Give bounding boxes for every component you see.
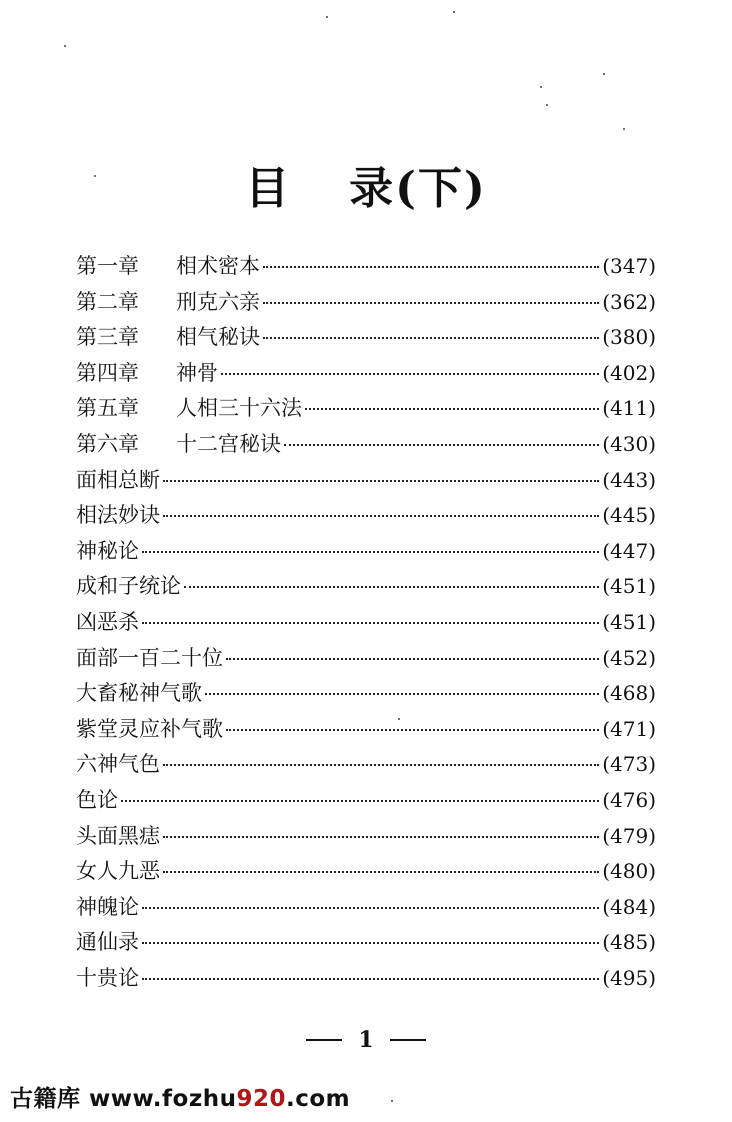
toc-entry-title: 刑克六亲 [176,289,260,314]
toc-page-number: (452) [602,645,656,670]
toc-entry-title: 六神气色 [76,752,160,777]
toc-entry-title: 面相总断 [76,467,160,492]
toc-entry [76,499,656,535]
page-title [0,152,732,216]
scan-speck [540,86,542,88]
toc-entry-title: 人相三十六法 [176,396,302,421]
watermark-suffix: .com [285,1086,351,1112]
toc-chapter-number: 第五章 [76,396,139,421]
toc-chapter-number: 第六章 [76,431,139,456]
toc-entry [76,392,656,428]
toc-page-number: (447) [602,538,656,563]
toc-entry [76,891,656,927]
toc-page-number: (476) [602,787,656,812]
title-part-2: 录(下) [349,163,487,214]
page-number [0,1027,732,1053]
toc-page-number: (445) [602,503,656,528]
toc-entry-title: 相气秘诀 [176,325,260,350]
toc-entry [76,713,656,749]
toc-entry [76,748,656,784]
toc-chapter-number: 第一章 [76,254,139,278]
toc-entry-title: 十二宫秘诀 [176,431,281,456]
scan-speck [64,45,66,47]
watermark-prefix: 古籍库 www.fozhu [10,1086,237,1112]
toc-entry-title: 紫堂灵应补气歌 [76,716,223,741]
toc-entry-title: 相法妙诀 [76,503,160,528]
toc-page-number: (468) [602,681,656,706]
page-number-value: 1 [358,1027,374,1053]
toc-entry [76,535,656,571]
toc-page-number: (480) [602,859,656,884]
title-part-1: 目 [245,163,292,214]
watermark-highlight: 920 [236,1086,286,1112]
toc-leader-dots [163,480,599,482]
toc-entry-title: 女人九恶 [76,859,160,884]
toc-leader-dots [221,373,599,375]
toc-leader-dots [305,408,599,410]
toc-leader-dots [263,302,599,304]
toc-leader-dots [142,942,599,944]
toc-page-number: (430) [602,431,656,456]
toc-page-number: (402) [602,360,656,385]
toc-entry [76,428,656,464]
toc-leader-dots [142,907,599,909]
toc-leader-dots [121,800,599,802]
toc-entry [76,642,656,678]
toc-page-number: (362) [602,289,656,314]
scan-speck [453,11,455,13]
toc-entry [76,677,656,713]
toc-leader-dots [184,586,599,588]
toc-entry [76,784,656,820]
toc-entry [76,606,656,642]
scan-speck [546,104,548,106]
toc-chapter-number: 第二章 [76,289,139,314]
toc-entry-title: 相术密本 [176,254,260,278]
toc-leader-dots [284,444,599,446]
toc-entry-title: 神魄论 [76,894,139,919]
toc-entry-title: 色论 [76,787,118,812]
toc-leader-dots [163,836,599,838]
toc-leader-dots [142,978,599,980]
toc-page-number: (380) [602,325,656,350]
toc-entry-title: 神骨 [176,360,218,385]
toc-page-number: (495) [602,965,656,990]
toc-leader-dots [163,871,599,873]
toc-entry-title: 成和子统论 [76,574,181,599]
toc-entry [76,962,656,998]
toc-leader-dots [142,622,599,624]
toc-page-number: (451) [602,574,656,599]
toc-leader-dots [263,266,599,268]
toc-chapter-number: 第三章 [76,325,139,350]
toc-page-number: (471) [602,716,656,741]
toc-page-number: (485) [602,930,656,955]
toc-chapter-number: 第四章 [76,360,139,385]
toc-entry-title: 凶恶杀 [76,609,139,634]
toc-page-number: (451) [602,609,656,634]
toc-entry [76,855,656,891]
toc-entry [76,357,656,393]
toc-entry-title: 十贵论 [76,965,139,990]
toc-page-number: (484) [602,894,656,919]
scan-speck [603,73,605,75]
toc-page-number: (443) [602,467,656,492]
toc-entry-title: 神秘论 [76,538,139,563]
toc-entry [76,464,656,500]
toc-entry [76,321,656,357]
toc-entry-title: 通仙录 [76,930,139,955]
toc-leader-dots [226,658,599,660]
scan-speck [623,128,625,130]
toc-leader-dots [163,764,599,766]
toc-leader-dots [226,729,599,731]
toc-entry-title: 大畜秘神气歌 [76,681,202,706]
scan-speck [326,16,328,18]
toc-page-number: (411) [602,396,656,421]
toc-entry [76,926,656,962]
toc-page-number: (347) [602,254,656,278]
table-of-contents [76,250,656,997]
toc-page-number: (473) [602,752,656,777]
watermark [10,1080,350,1113]
toc-leader-dots [142,551,599,553]
toc-entry [76,820,656,856]
toc-leader-dots [163,515,599,517]
toc-entry-title: 面部一百二十位 [76,645,223,670]
folio-dash-left [306,1039,342,1041]
folio-dash-right [390,1039,426,1041]
toc-page-number: (479) [602,823,656,848]
toc-leader-dots [205,693,599,695]
scan-speck [391,1100,393,1102]
toc-entry [76,286,656,322]
toc-entry-title: 头面黑痣 [76,823,160,848]
toc-entry [76,570,656,606]
toc-leader-dots [263,337,599,339]
toc-entry [76,250,656,286]
